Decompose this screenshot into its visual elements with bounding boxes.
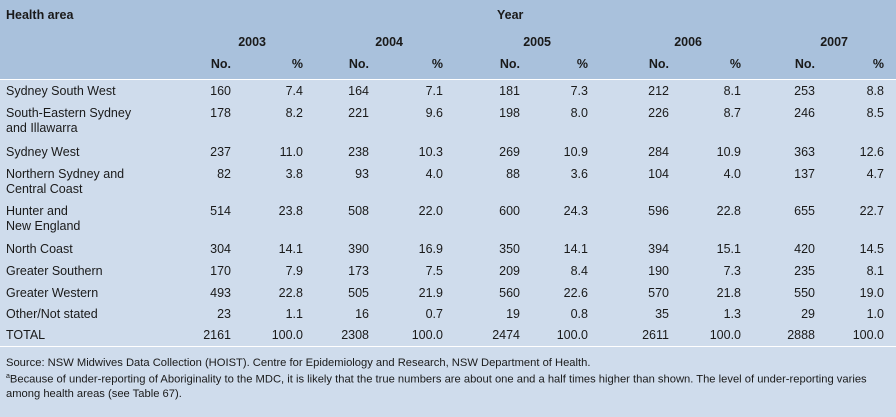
percent-cell: 0.7	[425, 307, 443, 321]
percent-cell: 100.0	[271, 328, 303, 342]
health-area-name: Northern Sydney and	[6, 167, 125, 181]
percent-cell: 15.1	[716, 242, 741, 256]
percent-cell: 10.9	[716, 145, 741, 159]
percent-cell: 8.5	[866, 106, 884, 120]
percent-cell: 14.1	[278, 242, 303, 256]
number-column-header: No.	[794, 57, 815, 71]
number-cell: 246	[794, 106, 815, 120]
number-cell: 420	[794, 242, 815, 256]
number-cell: 173	[348, 264, 369, 278]
number-cell: 29	[801, 307, 815, 321]
table-bottom-rule	[0, 346, 896, 347]
footnote-text: Because of under-reporting of Aboriginality to the MDC, it is likely that the true numbers are about one and a half times higher than shown. The level of under-reporting varies among health areas (see Table 67).	[6, 373, 867, 400]
percent-column-header: %	[872, 57, 884, 71]
percent-cell: 14.1	[563, 242, 588, 256]
percent-cell: 4.0	[425, 167, 443, 181]
percent-cell: 22.7	[859, 204, 884, 218]
header-band	[0, 0, 896, 80]
table-notes	[6, 356, 886, 401]
health-area-name: North Coast	[6, 242, 73, 256]
percent-cell: 23.8	[278, 204, 303, 218]
health-area-name-cont: Central Coast	[6, 182, 83, 196]
year-heading: Year	[497, 8, 524, 22]
percent-cell: 3.8	[285, 167, 303, 181]
percent-cell: 10.9	[563, 145, 588, 159]
health-area-name: Greater Southern	[6, 264, 103, 278]
percent-cell: 7.3	[570, 84, 588, 98]
number-cell: 178	[210, 106, 231, 120]
year-2005-header: 2005	[523, 35, 551, 49]
percent-cell: 7.3	[723, 264, 741, 278]
percent-cell: 22.8	[716, 204, 741, 218]
percent-cell: 14.5	[859, 242, 884, 256]
number-cell: 284	[648, 145, 669, 159]
number-cell: 198	[499, 106, 520, 120]
percent-cell: 4.7	[866, 167, 884, 181]
number-cell: 160	[210, 84, 231, 98]
number-cell: 238	[348, 145, 369, 159]
number-cell: 170	[210, 264, 231, 278]
number-cell: 253	[794, 84, 815, 98]
number-cell: 493	[210, 286, 231, 300]
health-area-name: Other/Not stated	[6, 307, 98, 321]
number-cell: 137	[794, 167, 815, 181]
percent-column-header: %	[729, 57, 741, 71]
percent-cell: 9.6	[425, 106, 443, 120]
percent-cell: 22.8	[278, 286, 303, 300]
number-cell: 570	[648, 286, 669, 300]
number-column-header: No.	[499, 57, 520, 71]
percent-cell: 8.4	[570, 264, 588, 278]
health-area-name: South-Eastern Sydney	[6, 106, 132, 120]
number-cell: 237	[210, 145, 231, 159]
number-cell: 304	[210, 242, 231, 256]
number-column-header: No.	[210, 57, 231, 71]
number-cell: 2888	[787, 328, 815, 342]
number-cell: 550	[794, 286, 815, 300]
number-cell: 82	[217, 167, 231, 181]
health-area-name: TOTAL	[6, 328, 46, 342]
number-cell: 23	[217, 307, 231, 321]
number-cell: 93	[355, 167, 369, 181]
number-cell: 221	[348, 106, 369, 120]
percent-column-header: %	[576, 57, 588, 71]
number-cell: 209	[499, 264, 520, 278]
health-area-name: Sydney South West	[6, 84, 116, 98]
number-cell: 269	[499, 145, 520, 159]
health-area-name: Greater Western	[6, 286, 99, 300]
percent-cell: 22.0	[418, 204, 443, 218]
number-cell: 2161	[203, 328, 231, 342]
percent-cell: 10.3	[418, 145, 443, 159]
percent-cell: 22.6	[563, 286, 588, 300]
percent-cell: 100.0	[411, 328, 443, 342]
number-cell: 600	[499, 204, 520, 218]
source-note: Source: NSW Midwives Data Collection (HOIST). Centre for Epidemiology and Research, NSW Department of Health.	[6, 357, 591, 369]
percent-cell: 11.0	[279, 145, 303, 159]
number-cell: 2308	[341, 328, 369, 342]
percent-cell: 7.9	[285, 264, 303, 278]
number-cell: 212	[648, 84, 669, 98]
percent-cell: 8.1	[723, 84, 741, 98]
number-cell: 363	[794, 145, 815, 159]
percent-cell: 19.0	[859, 286, 884, 300]
number-cell: 35	[655, 307, 669, 321]
percent-cell: 100.0	[709, 328, 741, 342]
number-cell: 508	[348, 204, 369, 218]
percent-cell: 1.3	[723, 307, 741, 321]
number-cell: 2474	[492, 328, 520, 342]
health-area-name: Sydney West	[6, 145, 80, 159]
percent-cell: 0.8	[570, 307, 588, 321]
health-area-name-cont: and Illawarra	[6, 121, 78, 135]
percent-cell: 7.1	[425, 84, 443, 98]
year-2004-header: 2004	[375, 35, 403, 49]
percent-cell: 12.6	[859, 145, 884, 159]
health-area-heading: Health area	[6, 8, 74, 22]
number-cell: 394	[648, 242, 669, 256]
percent-cell: 100.0	[556, 328, 588, 342]
year-2007-header: 2007	[820, 35, 848, 49]
number-cell: 2611	[642, 328, 669, 342]
header-rule	[0, 79, 896, 80]
percent-cell: 16.9	[418, 242, 443, 256]
percent-cell: 24.3	[563, 204, 588, 218]
percent-cell: 21.9	[418, 286, 443, 300]
percent-cell: 1.1	[285, 307, 303, 321]
percent-cell: 4.0	[723, 167, 741, 181]
number-cell: 19	[506, 307, 520, 321]
footnote	[6, 370, 886, 401]
percent-cell: 8.2	[285, 106, 303, 120]
number-cell: 560	[499, 286, 520, 300]
percent-cell: 3.6	[570, 167, 588, 181]
percent-cell: 1.0	[866, 307, 884, 321]
number-cell: 235	[794, 264, 815, 278]
number-cell: 181	[499, 84, 520, 98]
number-cell: 596	[648, 204, 669, 218]
number-cell: 390	[348, 242, 369, 256]
number-cell: 655	[794, 204, 815, 218]
percent-cell: 7.4	[285, 84, 303, 98]
percent-cell: 8.0	[570, 106, 588, 120]
percent-cell: 100.0	[852, 328, 884, 342]
number-cell: 104	[648, 167, 669, 181]
number-cell: 514	[210, 204, 231, 218]
year-2003-header: 2003	[238, 35, 266, 49]
number-cell: 190	[648, 264, 669, 278]
health-area-name-cont: New England	[6, 219, 81, 233]
number-cell: 350	[499, 242, 520, 256]
number-cell: 505	[348, 286, 369, 300]
percent-cell: 21.8	[716, 286, 741, 300]
number-cell: 226	[648, 106, 669, 120]
percent-cell: 8.7	[723, 106, 741, 120]
number-cell: 88	[506, 167, 520, 181]
number-cell: 16	[355, 307, 369, 321]
percent-cell: 8.1	[866, 264, 884, 278]
percent-column-header: %	[431, 57, 443, 71]
year-2006-header: 2006	[674, 35, 702, 49]
percent-cell: 8.8	[866, 84, 884, 98]
percent-column-header: %	[291, 57, 303, 71]
number-column-header: No.	[348, 57, 369, 71]
number-column-header: No.	[648, 57, 669, 71]
footnote-mark: a	[6, 373, 10, 380]
number-cell: 164	[348, 84, 369, 98]
health-area-name: Hunter and	[6, 204, 68, 218]
percent-cell: 7.5	[425, 264, 443, 278]
